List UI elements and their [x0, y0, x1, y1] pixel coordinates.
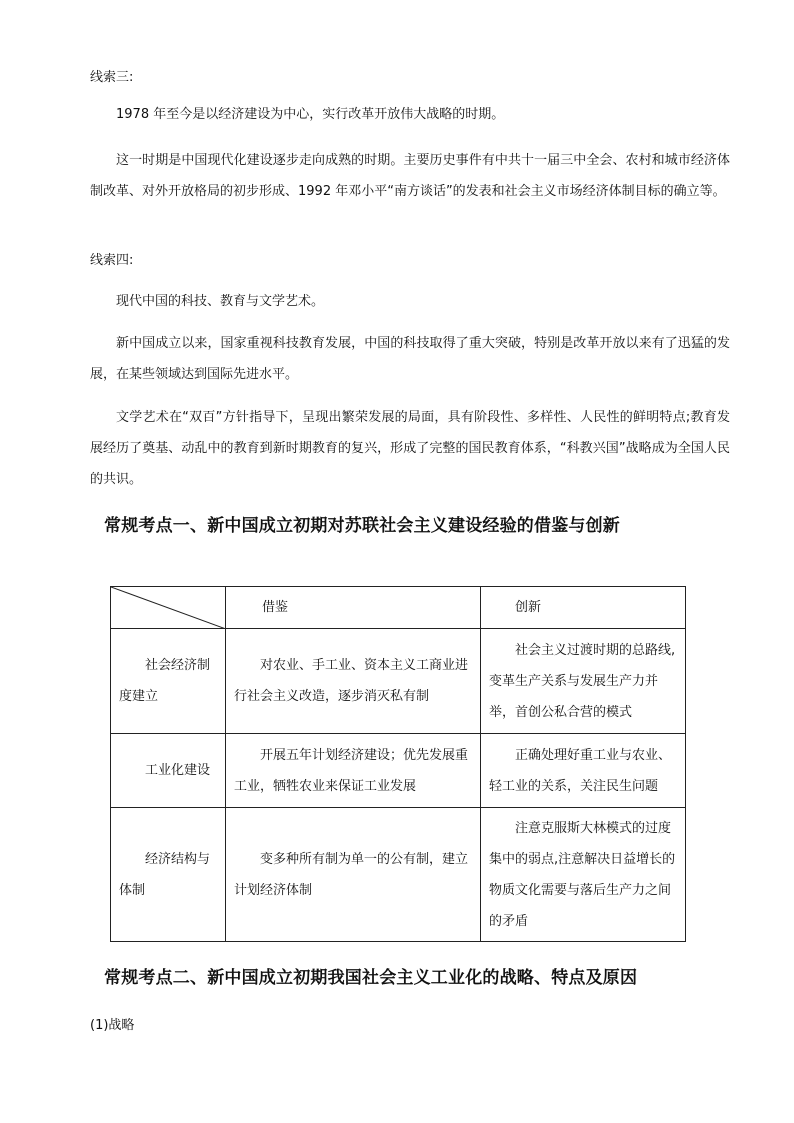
clue4-title: 现代中国的科技、教育与文学艺术。: [116, 294, 325, 309]
diagonal-line-icon: [111, 587, 226, 629]
table-row: [111, 734, 686, 808]
comparison-table: [110, 586, 686, 942]
row-innovate: 注意克服斯大林模式的过度集中的弱点,注意解决日益增长的物质文化需要与落后生产力之间的矛盾: [481, 808, 686, 942]
clue4-label: 线索四:: [90, 253, 134, 268]
row-borrow: 变多种所有制为单一的公有制，建立计划经济体制: [226, 808, 481, 942]
clue3-title: 1978 年至今是以经济建设为中心，实行改革开放伟大战略的时期。: [116, 107, 505, 122]
section-heading-2: 常规考点二、新中国成立初期我国社会主义工业化的战略、特点及原因: [104, 968, 638, 988]
section-heading-1: 常规考点一、新中国成立初期对苏联社会主义建设经验的借鉴与创新: [104, 516, 620, 536]
row-borrow: 对农业、手工业、资本主义工商业进行社会主义改造，逐步消灭私有制: [226, 629, 481, 734]
clue3-body: 这一时期是中国现代化建设逐步走向成熟的时期。主要历史事件有中共十一届三中全会、农村和城市经济体制改革、对外开放格局的初步形成、1992 年邓小平“南方谈话”的发表和社会主义市场经济体制目标的确立等。: [90, 153, 730, 199]
clue3-label: 线索三:: [90, 70, 134, 85]
clue4-body-1: 新中国成立以来，国家重视科技教育发展，中国的科技取得了重大突破，特别是改革开放以来有了迅猛的发展，在某些领域达到国际先进水平。: [90, 336, 730, 382]
row-label: 社会经济制度建立: [111, 629, 226, 734]
row-label: 工业化建设: [111, 734, 226, 808]
table-row: [111, 629, 686, 734]
clue4-body-2: 文学艺术在“双百”方针指导下，呈现出繁荣发展的局面，具有阶段性、多样性、人民性的鲜明特点;教育发展经历了奠基、动乱中的教育到新时期教育的复兴，形成了完整的国民教育体系，“科教兴国”战略成为全国人民的共识。: [90, 410, 730, 487]
row-borrow: 开展五年计划经济建设；优先发展重工业，牺牲农业来保证工业发展: [226, 734, 481, 808]
row-innovate: 正确处理好重工业与农业、轻工业的关系，关注民生问题: [481, 734, 686, 808]
row-label: 经济结构与体制: [111, 808, 226, 942]
table-row: [111, 808, 686, 942]
header-borrow: 借鉴: [226, 587, 481, 629]
diagonal-header-cell: [111, 587, 226, 629]
header-innovate: 创新: [481, 587, 686, 629]
table-header-row: [111, 587, 686, 629]
strategy-label: (1)战略: [90, 1018, 135, 1033]
row-innovate: 社会主义过渡时期的总路线,变革生产关系与发展生产力并举，首创公私合营的模式: [481, 629, 686, 734]
